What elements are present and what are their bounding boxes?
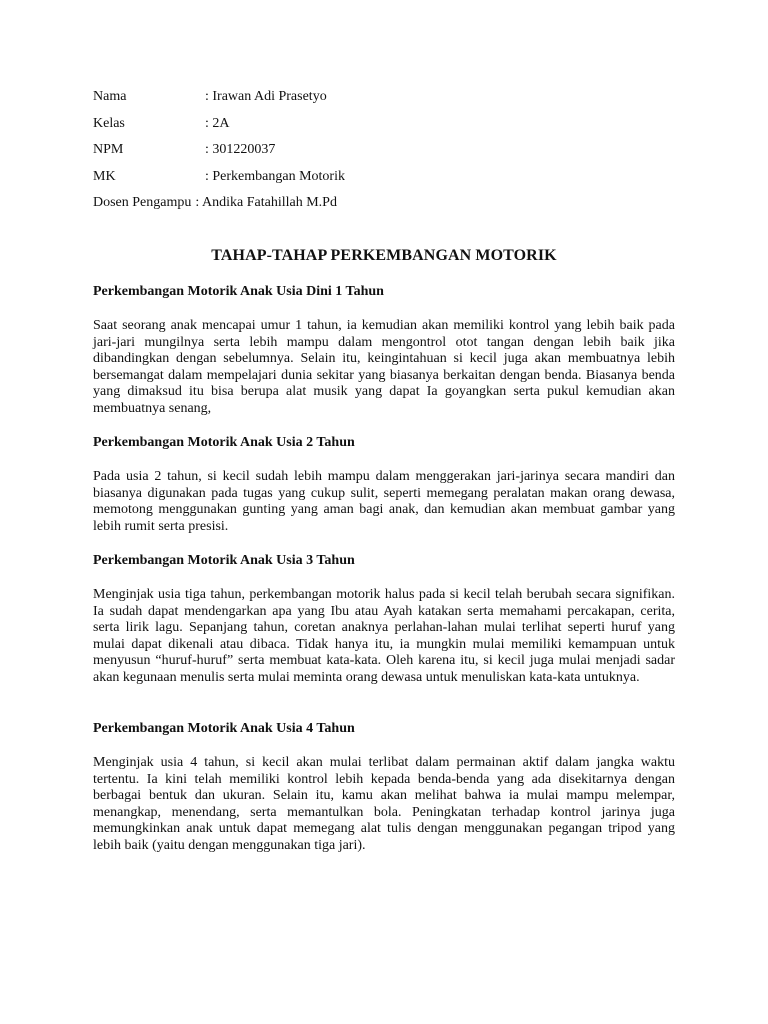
section-1-tahun [93,283,675,418]
section-heading: Perkembangan Motorik Anak Usia 2 Tahun [93,435,355,450]
info-label: Dosen Pengampu [93,195,192,210]
section-body: Menginjak usia tiga tahun, perkembangan motorik halus pada si kecil telah berubah secara signifikan. Ia sudah dapat mendengarkan apa yang Ibu atau Ayah katakan serta memahami percakapan, cerita, serta lirik lagu. Sepanjang tahun, coretan anaknya perlahan-lahan mulai terlihat seperti huruf yang mulai dapat dikenali atau dibaca. Tidak hanya itu, ia mungkin mulai memiliki kemampuan untuk menyusun “huruf-huruf” serta membuat kata-kata. Oleh karena itu, si kecil juga mulai menjadi sadar akan kegunaan menulis serta mulai meminta orang dewasa untuk menuliskan kata-kata untuknya. [93,587,675,685]
section-3-tahun [93,552,675,687]
info-label: Kelas [93,115,125,131]
document-title: TAHAP-TAHAP PERKEMBANGAN MOTORIK [211,247,557,264]
info-label: Nama [93,89,127,104]
info-row-mk [93,168,573,195]
info-value: : Irawan Adi Prasetyo [205,89,327,104]
section-body: Menginjak usia 4 tahun, si kecil akan mulai terlibat dalam permainan aktif dalam jangka waktu tertentu. Ia kini telah memiliki kontrol lebih kepada benda-benda yang ada disekitarnya dengan berbagai bentuk dan ukuran. Selain itu, kamu akan melihat bahwa ia mulai mampu melempar, menangkap, menendang, serta memantulkan bola. Peningkatan terhadap kontrol jarinya juga memungkinkan anak untuk dapat memegang alat tulis dengan menggunakan pegangan tripod yang lebih baik (yaitu dengan menggunakan tiga jari). [93,755,675,853]
section-heading: Perkembangan Motorik Anak Usia Dini 1 Tahun [93,284,384,299]
section-heading: Perkembangan Motorik Anak Usia 4 Tahun [93,721,355,736]
info-row-kelas [93,115,573,142]
info-row-npm [93,141,573,168]
info-value: : 2A [205,115,230,131]
section-4-tahun [93,720,675,855]
info-label: MK [93,168,116,184]
info-value: : Perkembangan Motorik [205,168,345,184]
section-body: Saat seorang anak mencapai umur 1 tahun, ia kemudian akan memiliki kontrol yang lebih baik pada jari-jari mungilnya serta lebih mampu dalam mengontrol otot tangan dengan lebih baik jika dibandingkan dengan sebelumnya. Selain itu, keingintahuan si kecil juga akan membuatnya lebih bersemangat dalam mempelajari dunia sekitar yang biasanya berkaitan dengan benda. Biasanya benda yang dimaksud itu bisa berupa alat musik yang dapat Ia goyangkan serta pukul kemudian akan membuatnya senang, [93,318,675,416]
student-info [93,88,573,221]
info-value: : Andika Fatahillah M.Pd [195,195,337,210]
section-2-tahun [93,434,675,535]
info-row-nama [93,88,573,115]
section-body: Pada usia 2 tahun, si kecil sudah lebih mampu dalam menggerakan jari-jarinya secara mandiri dan biasanya digunakan pada tugas yang cukup sulit, seperti memegang peralatan makan orang dewasa, memotong menggunakan gunting yang aman bagi anak, dan kemudian akan membuat gambar yang lebih rumit serta presisi. [93,469,675,534]
info-value: : 301220037 [205,142,276,157]
info-row-dosen [93,194,573,221]
section-heading: Perkembangan Motorik Anak Usia 3 Tahun [93,553,355,568]
info-label: NPM [93,142,124,157]
